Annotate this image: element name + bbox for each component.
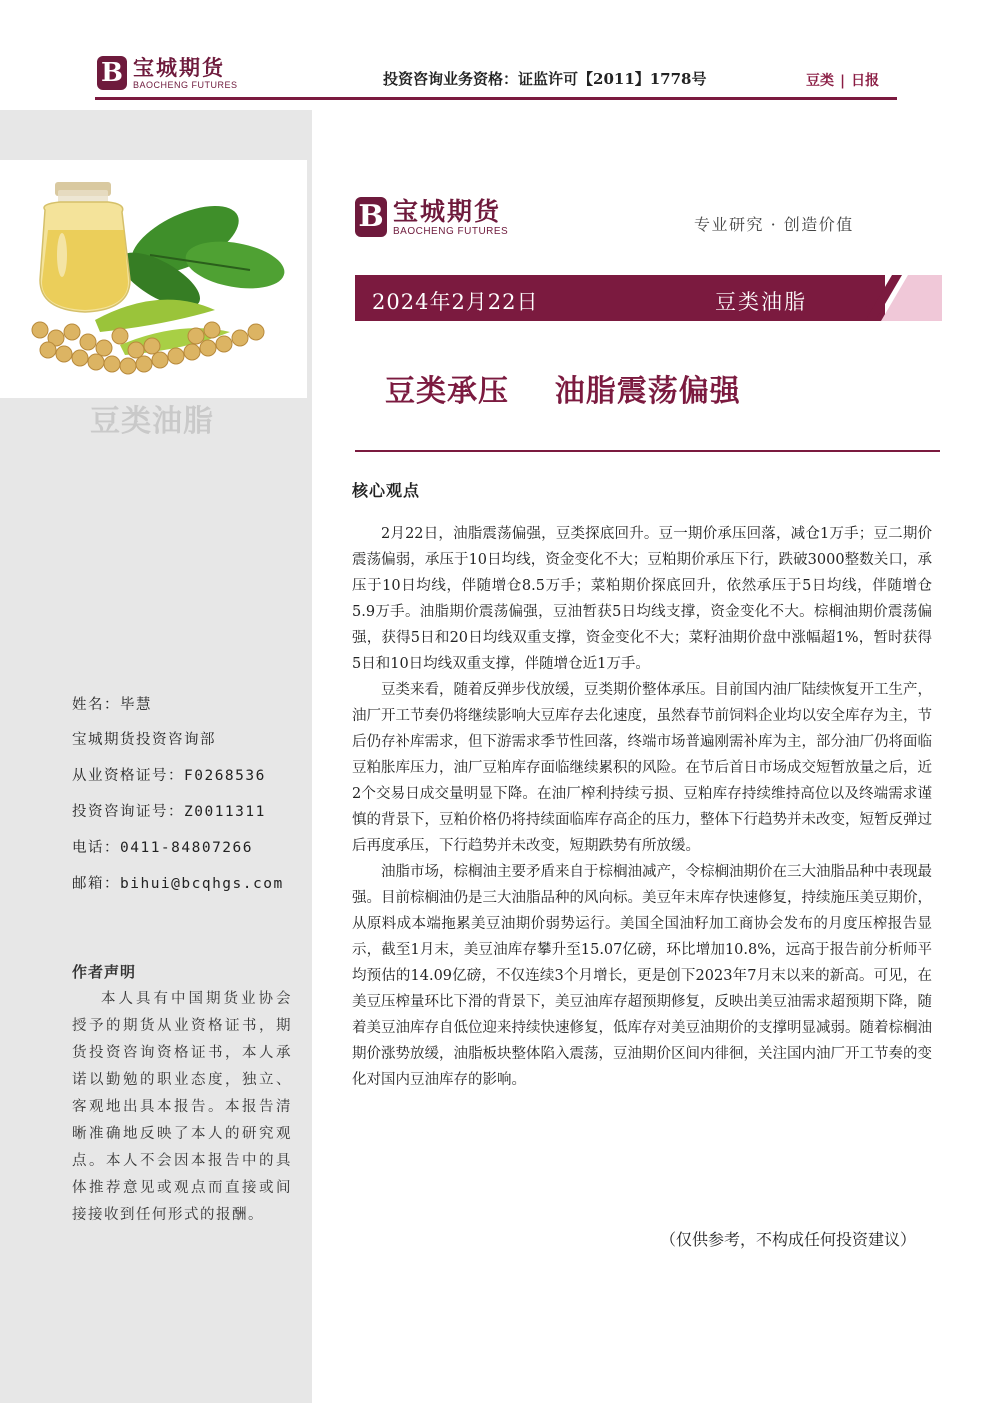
soybean-oil-illustration xyxy=(0,160,307,398)
declaration-title: 作者声明 xyxy=(72,963,137,981)
brand-logo-cn: 宝城期货 xyxy=(393,196,502,226)
header-logo-en: BAOCHENG FUTURES xyxy=(133,80,238,90)
paragraph-oils-outlook: 油脂市场，棕榈油主要矛盾来自于棕榈油减产，令棕榈油期价在三大油脂品种中表现最强。目前棕榈油仍是三大油脂品种的风向标。美豆年末库存快速修复，持续施压美豆期价，从原料成本端拖累美豆油期价弱势运行。美国全国油籽加工商协会发布的月度压榨报告显示，截至1月末，美豆油库存攀升至15.07亿磅，环比增加10.8%，远高于报告前分析师平均预估的14.09亿磅，不仅连续3个月增长，更是创下2023年7月末以来的新高。可见，在美豆压榨量环比下滑的背景下，美豆油库存超预期修复，反映出美豆油需求超预期下降，随着美豆油库存自低位迎来持续快速修复，低库存对美豆油期价的支撑明显减弱。随着棕榈油期价涨势放缓，油脂板块整体陷入震荡，豆油期价区间内徘徊，关注国内油厂开工节奏的变化对国内豆油库存的影响。 xyxy=(352,864,932,1088)
logo-b-icon: B xyxy=(97,56,127,90)
header-divider xyxy=(95,97,897,100)
author-qualification: 从业资格证号：F0268536 xyxy=(72,768,266,784)
category-label: 豆类 xyxy=(806,73,834,89)
report-title: 豆类承压 油脂震荡偏强 xyxy=(385,374,741,409)
report-date: 2024年2月22日 xyxy=(372,290,539,314)
author-email[interactable]: 邮箱：bihui@bcqhgs.com xyxy=(72,876,284,892)
author-advisory-cert: 投资咨询证号：Z0011311 xyxy=(72,804,266,820)
qualification-text: 投资咨询业务资格：证监许可【2011】1778号 xyxy=(383,70,707,88)
header-logo xyxy=(97,56,238,90)
disclaimer: （仅供参考，不构成任何投资建议） xyxy=(660,1230,917,1249)
brand-slogan: 专业研究 · 创造价值 xyxy=(694,215,854,234)
core-view-body xyxy=(352,521,932,1093)
brand-logo-b-icon: B xyxy=(355,197,387,237)
author-phone: 电话：0411-84807266 xyxy=(72,840,253,856)
core-view-heading: 核心观点 xyxy=(352,481,421,500)
brand-logo xyxy=(355,197,508,237)
header-logo-cn: 宝城期货 xyxy=(133,55,225,80)
paragraph-soy-outlook: 豆类来看，随着反弹步伐放缓，豆类期价整体承压。目前国内油厂陆续恢复开工生产，油厂开工节奏仍将继续影响大豆库存去化速度，虽然春节前饲料企业均以安全库存为主，节后仍存补库需求，但下游需求季节性回落，终端市场普遍刚需补库为主，部分油厂仍将面临豆粕胀库压力，油厂豆粕库存面临继续累积的风险。在节后首日市场成交短暂放量之后，近2个交易日成交量明显下降。在油厂榨利持续亏损、豆粕库存持续维持高位以及终端需求谨慎的背景下，豆粕价格仍将持续面临库存高企的压力，整体下行趋势并未改变，短暂反弹过后再度承压，下行趋势并未改变，短期跌势有所放缓。 xyxy=(352,682,932,854)
brand-logo-en: BAOCHENG FUTURES xyxy=(393,225,509,237)
banner-category: 豆类油脂 xyxy=(715,290,807,314)
header-category xyxy=(806,70,879,90)
author-name: 姓名：毕慧 xyxy=(72,697,152,713)
author-department: 宝城期货投资咨询部 xyxy=(72,732,216,748)
report-type-label: 日报 xyxy=(851,73,880,89)
paragraph-market-summary: 2月22日，油脂震荡偏强，豆类探底回升。豆一期价承压回落，减仓1万手；豆二期价震荡偏弱，承压于10日均线，资金变化不大；豆粕期价承压下行，跌破3000整数关口，承压于10日均线，伴随增仓8.5万手；菜粕期价探底回升，依然承压于5日均线，伴随增仓5.9万手。油脂期价震荡偏强，豆油暂获5日均线支撑，资金变化不大。棕榈油期价震荡偏强，获得5日和20日均线双重支撑，资金变化不大；菜籽油期价盘中涨幅超1%，暂时获得5日和10日均线双重支撑，伴随增仓近1万手。 xyxy=(352,526,932,672)
title-divider xyxy=(355,450,940,452)
soybean-oil-photo xyxy=(0,160,307,398)
declaration-body: 本人具有中国期货业协会授予的期货从业资格证书，期货投资咨询资格证书，本人承诺以勤勉的职业态度，独立、客观地出具本报告。本报告清晰准确地反映了本人的研究观点。本人不会因本报告中的具体推荐意见或观点而直接或间接接收到任何形式的报酬。 xyxy=(72,991,292,1223)
sidebar-section-title: 豆类油脂 xyxy=(90,404,214,439)
banner-stripe-decoration xyxy=(858,275,942,321)
category-separator: | xyxy=(840,73,846,89)
